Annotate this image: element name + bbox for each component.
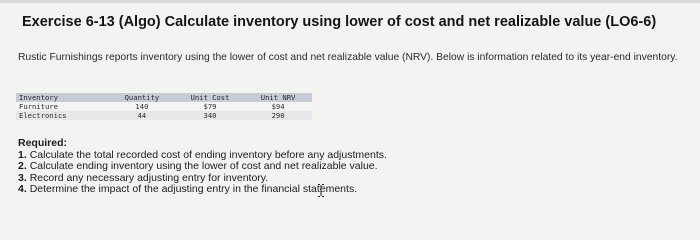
required-item-text: Record any necessary adjusting entry for inventory. xyxy=(29,171,269,184)
row-quantity: 140 xyxy=(135,102,149,111)
problem-intro: Rustic Furnishings reports inventory using the lower of cost and net realizable value (NRV). Below is information related to its year-end inventory. xyxy=(18,52,678,63)
row-quantity: 44 xyxy=(137,111,147,120)
table-header-row xyxy=(16,93,312,102)
header-inventory: Inventory xyxy=(19,93,58,102)
row-unit-cost: 340 xyxy=(203,111,217,120)
required-item-number: 1. xyxy=(18,148,27,161)
exercise-title: Exercise 6-13 (Algo) Calculate inventory using lower of cost and net realizable value (LO6-6) xyxy=(22,14,657,30)
required-item-number: 3. xyxy=(18,171,27,184)
row-unit-cost: $79 xyxy=(203,102,217,111)
required-item-text: Determine the impact of the adjusting entry in the financial statements. xyxy=(29,183,358,195)
header-unit-cost: Unit Cost xyxy=(190,93,230,102)
row-unit-nrv: $94 xyxy=(271,102,285,111)
required-item-number: 2. xyxy=(18,160,27,172)
table-row xyxy=(16,102,312,111)
top-border xyxy=(0,0,700,3)
required-section xyxy=(18,138,387,196)
row-unit-nrv: 290 xyxy=(271,111,285,120)
required-item-text: Calculate the total recorded cost of ending inventory before any adjustments. xyxy=(29,148,387,161)
inventory-table xyxy=(16,93,312,120)
required-item-text: Calculate ending inventory using the lower of cost and net realizable value. xyxy=(29,160,378,172)
text-cursor-icon xyxy=(317,184,325,197)
required-heading: Required: xyxy=(18,137,68,149)
header-unit-nrv: Unit NRV xyxy=(260,93,296,102)
row-item: Furniture xyxy=(19,102,58,111)
required-item xyxy=(18,184,387,196)
required-item-number: 4. xyxy=(18,183,27,195)
header-quantity: Quantity xyxy=(124,93,160,102)
table-row xyxy=(16,111,312,120)
row-item: Electronics xyxy=(19,111,67,120)
